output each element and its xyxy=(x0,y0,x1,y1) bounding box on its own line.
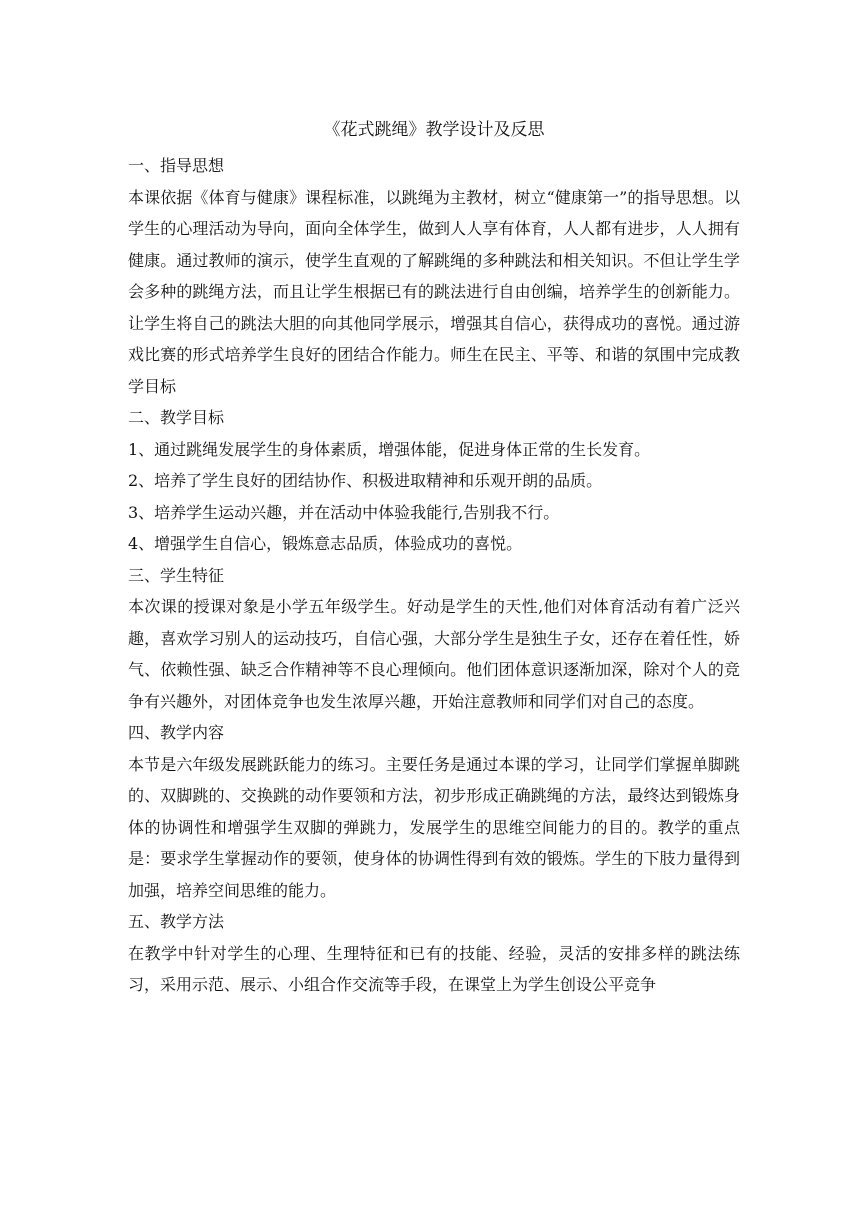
section-heading: 五、教学方法 xyxy=(128,912,225,931)
section-teaching-content xyxy=(128,717,740,906)
objective-item: 3、培养学生运动兴趣，并在活动中体验我能行,告别我不行。 xyxy=(128,502,560,522)
section-paragraph: 本节是六年级发展跳跃能力的练习。主要任务是通过本课的学习，让同学们掌握单脚跳的、双脚跳的、交换跳的动作要领和方法，初步形成正确跳绳的方法，最终达到锻炼身体的协调性和增强学生双脚的弹跳力，发展学生的思维空间能力的目的。教学的重点是：要求学生掌握动作的要领，使身体的协调性得到有效的锻炼。学生的下肢力量得到加强，培养空间思维的能力。 xyxy=(128,754,740,900)
section-heading: 二、教学目标 xyxy=(128,408,225,427)
section-heading: 一、指导思想 xyxy=(128,156,225,175)
section-heading: 三、学生特征 xyxy=(128,565,225,585)
section-guiding-ideology xyxy=(128,150,740,402)
document-title: 《花式跳绳》教学设计及反思 xyxy=(323,120,545,140)
objective-item: 4、增强学生自信心，锻炼意志品质，体验成功的喜悦。 xyxy=(128,534,523,553)
document-body xyxy=(128,110,740,1001)
section-paragraph: 在教学中针对学生的心理、生理特征和已有的技能、经验，灵活的安排多样的跳法练习，采用示范、展示、小组合作交流等手段，在课堂上为学生创设公平竞争 xyxy=(128,943,740,994)
section-paragraph: 本课依据《体育与健康》课程标准，以跳绳为主教材，树立“健康第一”的指导思想。以学生的心理活动为导向，面向全体学生，做到人人享有体育，人人都有进步，人人拥有健康。通过教师的演示，使学生直观的了解跳绳的多种跳法和相关知识。不但让学生学会多种的跳绳方法，而且让学生根据已有的跳法进行自由创编，培养学生的创新能力。让学生将自己的跳法大胆的向其他同学展示，增强其自信心，获得成功的喜悦。通过游戏比赛的形式培养学生良好的团结合作能力。师生在民主、平等、和谐的氛围中完成教学目标 xyxy=(128,187,740,396)
objective-item: 2、培养了学生良好的团结协作、积极进取精神和乐观开朗的品质。 xyxy=(128,471,603,490)
objective-item: 1、通过跳绳发展学生的身体素质，增强体能，促进身体正常的生长发育。 xyxy=(128,439,651,459)
section-student-characteristics xyxy=(128,560,740,718)
section-paragraph: 本次课的授课对象是小学五年级学生。好动是学生的天性,他们对体育活动有着广泛兴趣，喜欢学习别人的运动技巧，自信心强，大部分学生是独生子女，还存在着任性，娇气、依赖性强、缺乏合作精神等不良心理倾向。他们团体意识逐渐加深，除对个人的竞争有兴趣外，对团体竞争也发生浓厚兴趣，开始注意教师和同学们对自己的态度。 xyxy=(128,597,740,711)
section-heading: 四、教学内容 xyxy=(128,723,225,742)
section-teaching-methods xyxy=(128,906,740,1001)
section-teaching-objectives xyxy=(128,402,740,560)
